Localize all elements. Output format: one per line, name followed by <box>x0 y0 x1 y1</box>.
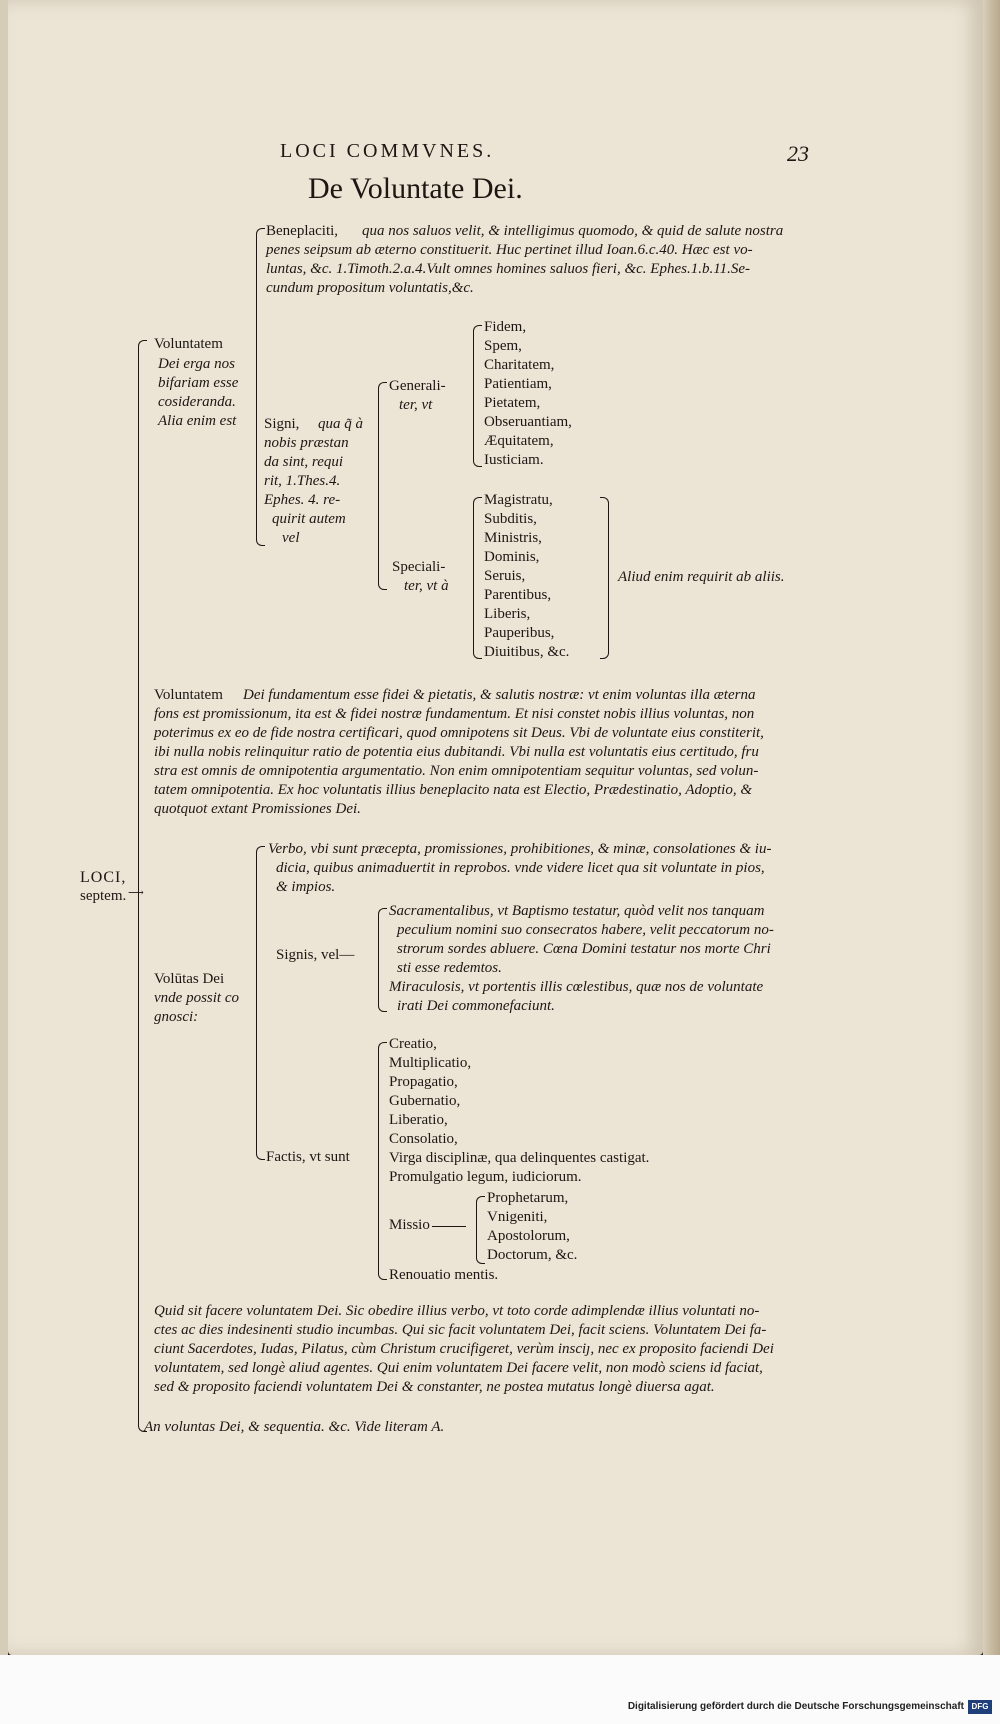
signi-bracket <box>378 382 387 590</box>
page-edges <box>983 0 1000 1655</box>
generaliter-bracket <box>473 325 482 467</box>
loci-arrow-icon: ⟶ <box>128 887 144 899</box>
an-voluntas-text: An voluntas Dei, & sequentia. &c. Vide literam A. <box>144 1419 445 1435</box>
signis-lead: Signis, vel— <box>276 947 355 963</box>
signis-bracket <box>378 908 387 1012</box>
binding-gutter <box>0 0 8 1655</box>
dfg-logo: DFG <box>968 1700 992 1714</box>
loci-label: LOCI, <box>80 869 127 886</box>
loci-sub: septem. <box>80 888 127 904</box>
factis-bracket <box>378 1042 387 1280</box>
running-head: LOCI COMMVNES. <box>280 140 495 162</box>
specialiter-right-bracket <box>600 497 609 659</box>
page-title: De Voluntate Dei. <box>308 172 523 205</box>
beneplaciti-lead: Beneplaciti, <box>266 223 339 239</box>
signi-lead: Signi, <box>264 416 300 432</box>
factis-lead: Factis, vt sunt <box>266 1149 350 1165</box>
footer-bar <box>0 1655 1000 1724</box>
renouatio-text: Renouatio mentis. <box>389 1267 499 1283</box>
missio-bracket <box>476 1196 485 1264</box>
scanned-page: LOCI COMMVNES. 23 De Voluntate Dei. LOCI, septem. ⟶ Voluntatem Dei erga nos bifariam esse cosideranda. Alia enim est Beneplaciti, qua nos saluos velit, & intelligimus quomodo, & quid de salute nostra penes seipsum ab æterno constituerit. Huc pertinet illud Ioan.6.c.40. Hæc est vo- luntas, &c. 1.Timoth.2.a.4.Vult omnes homines saluos fieri, &c. Ephes.1.b.11.Se- cundum propositum voluntatis,&c. Signi, qua q̃ à nobis præstan da sint, requi rit, 1.Thes.4. Ephes. 4. re- quirit autem vel Generali- ter, vt Fidem, Spem, Charitatem, Patientiam, Pietatem, Obseruantiam, Æquitatem, Iusticiam. Speciali- ter, vt à Magistratu, Subditis, Ministris, Dominis, Seruis, Parentibus, Liberis, Pauperibus, Diuitibus, &c. Aliud enim requirit ab aliis. Voluntatem Dei fundamentum esse fidei & pietatis, & salutis nostræ: vt enim voluntas illa æterna fons est promissionum, ita est & fidei nostræ fundamentum. Et nisi constet nobis illius voluntas, non poterimus ex eo de fide nostra certificari, quod omnipotens sit Deus. Vbi de voluntate eius constiterit, ibi nulla nobis relinquitur ratio de potentia eius dubitandi. Vbi nulla est voluntatis eius certitudo, fru stra est omnis de omnipotentia argumentatio. Non enim omnipotentiam sequitur voluntas, sed volun- tatem omnipotentia. Ex hoc voluntatis illius beneplacito nata est Electio, Prædestinatio, Adoptio, & quotquot extant Promissiones Dei. Volūtas Dei vnde possit co gnosci: Verbo, vbi sunt præcepta, promissiones, prohibitiones, & minæ, consolationes & iu- dicia, quibus animaduertit in reprobos. vnde videre licet qua sit voluntate in pios, & impios. Signis, vel— Sacramentalibus, vt Baptismo testatur, quòd velit nos tanquam peculium nomini suo consecratos habere, velit peccatorum no- strorum sordes abluere. Cœna Domini testatur nos morte Chri sti esse redemtos. Miraculosis, vt portentis illis cœlestibus, quæ nos de voluntate irati Dei commonefaciunt. Factis, vt sunt Creatio, Multiplicatio, Propagatio, Gubernatio, Liberatio, Consolatio, Virga disciplinæ, qua delinquentes castigat. Promulgatio legum, iudiciorum. Missio Prophetarum, Vnigeniti, Apostolorum, Doctorum, &c. Renouatio mentis. Quid sit facere voluntatem Dei. Sic obedire illius verbo, vt toto corde adimplendæ illius voluntati no- ctes ac dies indesinenti studio incumbas. Qui sic facit voluntatem Dei, facit sciens. Voluntatem Dei fa- ciunt Sacerdotes, Iudas, Pilatus, cùm Christum crucifigeret, verùm insciȷ, nec ex proposito faciendi Dei voluntatem, sed longè aliud agentes. Qui enim voluntatem Dei facere velit, non modò sciens id faciat, sed & proposito faciendi voluntatem Dei & constanter, ne postea mutatus longè diuersa agat. An voluntas Dei, & sequentia. &c. Vide literam A. Digitalisierung gefördert durch die Deutsche Forschungsgemeinschaft DFG <box>0 0 1000 1724</box>
footer-credit: Digitalisierung gefördert durch die Deutsche Forschungsgemeinschaft <box>627 1701 964 1712</box>
missio-connector <box>432 1226 466 1227</box>
specialiter-bracket <box>473 497 482 659</box>
voluntatem-label: Voluntatem <box>154 336 223 352</box>
missio-label: Missio <box>389 1217 430 1233</box>
loci-bracket <box>138 340 147 1432</box>
fundamentum-lead: Voluntatem <box>154 687 223 703</box>
specialiter-note: Aliud enim requirit ab aliis. <box>618 569 785 585</box>
volutas-bracket <box>256 846 265 1160</box>
page-number: 23 <box>787 141 809 166</box>
